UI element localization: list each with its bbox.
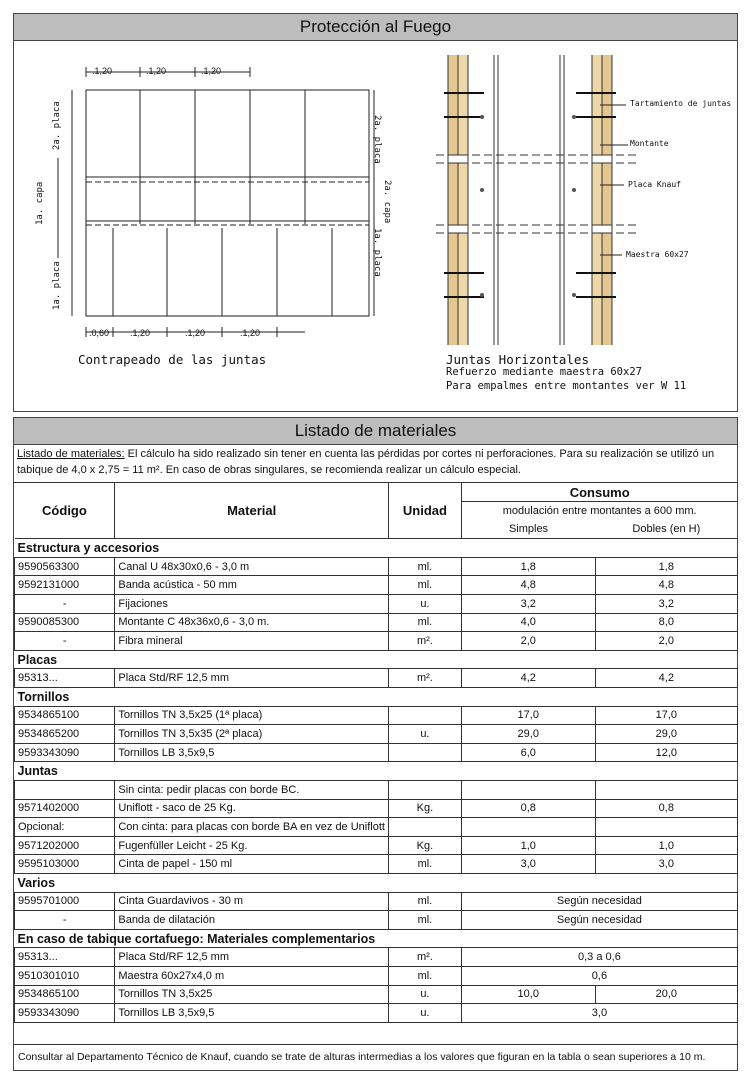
cell-material: Banda acústica - 50 mm: [115, 576, 389, 595]
cell-dobles: 0,8: [595, 799, 737, 818]
cell-code: 9595103000: [15, 855, 115, 874]
drawing-title: Juntas Horizontales: [446, 352, 589, 367]
cell-unit: u.: [388, 595, 461, 614]
category-title: Placas: [17, 652, 58, 667]
dim-label: .1,20: [146, 66, 167, 76]
callout-tartamiento: Tartamiento de juntas: [630, 99, 732, 108]
col-consumo: Consumo: [461, 483, 737, 502]
cell-material: Placa Std/RF 12,5 mm: [115, 669, 389, 688]
cell-dobles: 3,2: [595, 595, 737, 614]
drawing-subtitle: Refuerzo mediante maestra 60x27: [446, 366, 642, 378]
table-row: [15, 799, 738, 818]
category-row: [15, 873, 738, 892]
cell-code: 9593343090: [15, 1004, 115, 1023]
cell-code: 9590085300: [15, 613, 115, 632]
cell-code: 9571202000: [15, 836, 115, 855]
layer-label: 1a. capa: [35, 181, 45, 225]
cell-unit: m².: [388, 669, 461, 688]
cell-dobles: 2,0: [595, 632, 737, 651]
cell-dobles: 17,0: [595, 706, 737, 725]
cell-material: Cinta de papel - 150 ml: [115, 855, 389, 874]
cell-material: Sin cinta: pedir placas con borde BC.: [115, 781, 389, 800]
cell-simples: 1,8: [461, 557, 595, 576]
col-simples: Simples: [461, 520, 595, 539]
cell-dobles: 1,8: [595, 557, 737, 576]
col-dobles: Dobles (en H): [595, 520, 737, 539]
drawing-title: Contrapeado de las juntas: [78, 352, 267, 367]
layer-label: 2a. capa: [382, 180, 392, 224]
layer-label: 1a. placa: [372, 228, 382, 277]
cell-code: 9595701000: [15, 892, 115, 911]
cell-code: [15, 781, 115, 800]
cell-code: 9593343090: [15, 743, 115, 762]
cell-unit: u.: [388, 985, 461, 1004]
cell-unit: ml.: [388, 892, 461, 911]
materials-header: [13, 417, 738, 445]
cell-unit: Kg.: [388, 799, 461, 818]
category-title: Varios: [17, 875, 56, 890]
cell-code: 9590563300: [15, 557, 115, 576]
callout-placa: Placa Knauf: [628, 180, 681, 189]
cell-dobles: 4,2: [595, 669, 737, 688]
table-row: [15, 613, 738, 632]
cell-unit: ml.: [388, 613, 461, 632]
cell-unit: m².: [388, 948, 461, 967]
dim-label: .1,20: [240, 328, 261, 338]
table-row: [15, 948, 738, 967]
cell-dobles: 29,0: [595, 725, 737, 744]
cell-material: Placa Std/RF 12,5 mm: [115, 948, 389, 967]
cell-simples: 4,2: [461, 669, 595, 688]
category-title: Estructura y accesorios: [17, 541, 160, 556]
table-row: [15, 818, 738, 837]
cell-unit: u.: [388, 725, 461, 744]
layer-label: 2a. placa: [52, 101, 62, 150]
cell-dobles: 12,0: [595, 743, 737, 762]
table-row: [15, 966, 738, 985]
cell-consumo: 0,6: [461, 966, 737, 985]
cell-simples: 3,2: [461, 595, 595, 614]
cell-code: -: [15, 632, 115, 651]
cell-material: Tornillos TN 3,5x25 (1ª placa): [115, 706, 389, 725]
cell-simples: 1,0: [461, 836, 595, 855]
cell-material: Tornillos TN 3,5x35 (2ª placa): [115, 725, 389, 744]
cell-dobles: 8,0: [595, 613, 737, 632]
cell-simples: 6,0: [461, 743, 595, 762]
cell-unit: [388, 743, 461, 762]
cell-material: Fibra mineral: [115, 632, 389, 651]
cell-code: Opcional:: [15, 818, 115, 837]
dim-label: .1,20: [185, 328, 206, 338]
category-row: [15, 929, 738, 948]
cell-material: Fugenfüller Leicht - 25 Kg.: [115, 836, 389, 855]
fire-protection-header: [13, 13, 738, 41]
cell-dobles: 20,0: [595, 985, 737, 1004]
cell-dobles: [595, 781, 737, 800]
cell-consumo: Según necesidad: [461, 892, 737, 911]
cell-dobles: 3,0: [595, 855, 737, 874]
dim-label: .0,60: [89, 328, 110, 338]
cell-consumo: 3,0: [461, 1004, 737, 1023]
footnote: [14, 1044, 738, 1070]
intro-label: Listado de materiales:: [17, 448, 125, 460]
category-row: [15, 650, 738, 669]
cell-dobles: 4,8: [595, 576, 737, 595]
cell-unit: [388, 818, 461, 837]
cell-material: Montante C 48x36x0,6 - 3,0 m.: [115, 613, 389, 632]
layer-label: 2a. placa: [372, 115, 382, 164]
category-row: [15, 762, 738, 781]
table-row: [15, 669, 738, 688]
layer-label: 1a. placa: [52, 261, 62, 310]
table-row: [15, 1004, 738, 1023]
cell-code: 9571402000: [15, 799, 115, 818]
cell-unit: ml.: [388, 966, 461, 985]
cell-unit: [388, 781, 461, 800]
cell-material: Cinta Guardavivos - 30 m: [115, 892, 389, 911]
cell-code: 9592131000: [15, 576, 115, 595]
cell-dobles: [595, 818, 737, 837]
cell-simples: [461, 781, 595, 800]
category-row: [15, 539, 738, 558]
section-title: Listado de materiales: [294, 421, 457, 440]
cell-simples: 0,8: [461, 799, 595, 818]
drawing-note: Para empalmes entre montantes ver W 11: [446, 380, 687, 392]
cell-material: Tornillos TN 3,5x25: [115, 985, 389, 1004]
dim-label: .1,20: [130, 328, 151, 338]
category-title: En caso de tabique cortafuego: Materiales complementarios: [17, 931, 376, 946]
cell-unit: ml.: [388, 855, 461, 874]
cell-unit: [388, 706, 461, 725]
cell-material: Uniflott - saco de 25 Kg.: [115, 799, 389, 818]
cell-unit: u.: [388, 1004, 461, 1023]
cell-material: Fijaciones: [115, 595, 389, 614]
table-row: [15, 725, 738, 744]
footnote-text: Consultar al Departamento Técnico de Knauf, cuando se trate de alturas intermedias a los valores que figuran en la tabla o sean superiores a 10 m.: [18, 1051, 706, 1063]
cell-simples: 17,0: [461, 706, 595, 725]
cell-material: Tornillos LB 3,5x9,5: [115, 743, 389, 762]
cell-simples: 3,0: [461, 855, 595, 874]
col-unidad: Unidad: [388, 483, 461, 539]
category-row: [15, 688, 738, 707]
table-row: [15, 743, 738, 762]
section-title: Protección al Fuego: [299, 17, 452, 36]
cell-code: 9510301010: [15, 966, 115, 985]
cell-code: 9534865100: [15, 985, 115, 1004]
cell-code: -: [15, 595, 115, 614]
cell-material: Con cinta: para placas con borde BA en vez de Uniflott: [115, 818, 389, 837]
cell-code: 9534865100: [15, 706, 115, 725]
cell-code: 95313...: [15, 948, 115, 967]
col-codigo: Código: [15, 483, 115, 539]
cell-code: 95313...: [15, 669, 115, 688]
table-row: [15, 892, 738, 911]
cell-unit: m².: [388, 632, 461, 651]
table-row: [15, 985, 738, 1004]
cell-consumo: Según necesidad: [461, 911, 737, 930]
table-row: [15, 632, 738, 651]
table-row: [15, 911, 738, 930]
table-row: [15, 576, 738, 595]
cell-material: Tornillos LB 3,5x9,5: [115, 1004, 389, 1023]
table-row: [15, 855, 738, 874]
cell-code: 9534865200: [15, 725, 115, 744]
table-row: [15, 706, 738, 725]
cell-material: Maestra 60x27x4,0 m: [115, 966, 389, 985]
cell-material: Banda de dilatación: [115, 911, 389, 930]
cell-unit: ml.: [388, 911, 461, 930]
intro-body: El cálculo ha sido realizado sin tener en cuenta las pérdidas por cortes ni perforaciones. Para su realización se utilizó un tabique de 4,0 x 2,75 = 11 m². En caso de obras singulares, se recomienda realizar un cálculo especial.: [17, 448, 715, 476]
cell-consumo: 0,3 a 0,6: [461, 948, 737, 967]
cell-simples: 4,0: [461, 613, 595, 632]
cell-simples: 2,0: [461, 632, 595, 651]
table-row: [15, 595, 738, 614]
callout-montante: Montante: [630, 139, 669, 148]
cell-material: Canal U 48x30x0,6 - 3,0 m: [115, 557, 389, 576]
dim-label: .1,20: [201, 66, 222, 76]
table-row: [15, 781, 738, 800]
cell-code: -: [15, 911, 115, 930]
cell-simples: 29,0: [461, 725, 595, 744]
col-material: Material: [115, 483, 389, 539]
cell-unit: ml.: [388, 557, 461, 576]
cell-unit: ml.: [388, 576, 461, 595]
table-row: [15, 557, 738, 576]
category-title: Tornillos: [17, 689, 70, 704]
cell-simples: 10,0: [461, 985, 595, 1004]
cell-unit: Kg.: [388, 836, 461, 855]
dim-label: .1,20: [92, 66, 113, 76]
staggered-joints-drawing: [50, 58, 390, 348]
intro-text: [14, 444, 738, 483]
cell-dobles: 1,0: [595, 836, 737, 855]
cell-simples: [461, 818, 595, 837]
callout-maestra: Maestra 60x27: [626, 250, 689, 259]
header-row: [15, 483, 738, 502]
modulation-label: modulación entre montantes a 600 mm.: [502, 505, 697, 518]
materials-table: [14, 483, 738, 1023]
cell-simples: 4,8: [461, 576, 595, 595]
table-row: [15, 836, 738, 855]
category-title: Juntas: [17, 764, 58, 779]
